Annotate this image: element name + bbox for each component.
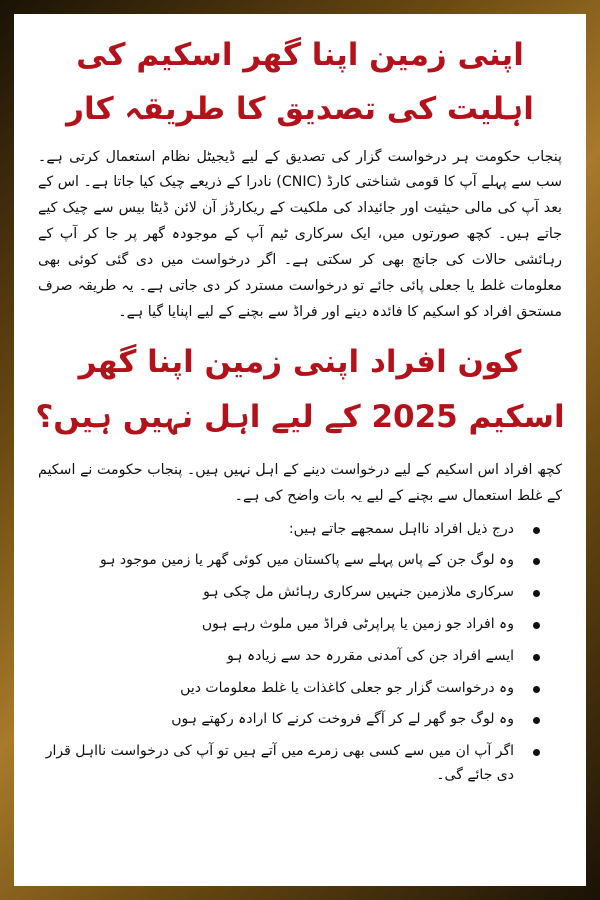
list-item xyxy=(38,708,552,732)
bullet-dot-icon xyxy=(533,654,540,661)
ineligible-list xyxy=(38,518,552,788)
list-item-text: درج ذیل افراد نااہل سمجھے جاتے ہیں: xyxy=(288,520,514,537)
list-item-text: وہ درخواست گزار جو جعلی کاغذات یا غلط معلومات دیں xyxy=(180,679,514,696)
eligibility-paragraph: کچھ افراد اس اسکیم کے لیے درخواست دینے کے اہل نہیں ہیں۔ پنجاب حکومت نے اسکیم کے غلط استعمال سے بچنے کے لیے یہ بات واضح کی ہے۔ xyxy=(38,461,562,504)
intro-paragraph: پنجاب حکومت ہر درخواست گزار کی تصدیق کے لیے ڈیجیٹل نظام استعمال کرتی ہے۔ سب سے پہلے آپ کا قومی شناختی کارڈ (CNIC) نادرا کے ذریعے چیک کیا جاتا ہے۔ اس کے بعد آپ کی مالی حیثیت اور جائیداد کی ملکیت کے ریکارڈز آن لائن ڈیٹا بیس سے چیک کیے جاتے ہیں۔ کچھ صورتوں میں، ایک سرکاری ٹیم آپ کے موجودہ گھر پر جا کر آپ کے رہائشی حالات کی جانچ بھی کر سکتی ہے۔ اگر درخواست میں دی گئی کوئی بھی معلومات غلط یا جعلی پائی جائے تو درخواست مسترد کر دی جاتی ہے۔ یہ طریقہ صرف مستحق افراد کو اسکیم کا فائدہ دینے اور فراڈ سے بچنے کے لیے اپنایا گیا ہے۔ xyxy=(38,148,562,320)
bullet-dot-icon xyxy=(533,622,540,629)
bullet-dot-icon xyxy=(533,686,540,693)
list-item xyxy=(38,677,552,701)
list-item xyxy=(38,549,552,573)
list-item xyxy=(38,613,552,637)
list-item-text: ایسے افراد جن کی آمدنی مقررہ حد سے زیادہ ہو xyxy=(227,647,514,664)
list-item xyxy=(38,645,552,669)
list-item xyxy=(38,740,552,788)
section-heading: کون افراد اپنی زمین اپنا گھر اسکیم 2025 کے لیے اہل نہیں ہیں؟ xyxy=(35,344,565,435)
bullet-dot-icon xyxy=(533,717,540,724)
list-item-text: اگر آپ ان میں سے کسی بھی زمرے میں آتے ہیں تو آپ کی درخواست نااہل قرار دی جائے گی۔ xyxy=(45,743,514,783)
list-item-text: وہ افراد جو زمین یا پراپرٹی فراڈ میں ملوث رہے ہوں xyxy=(201,615,514,632)
bullet-dot-icon xyxy=(533,590,540,597)
bullet-dot-icon xyxy=(533,558,540,565)
list-item-text: سرکاری ملازمین جنہیں سرکاری رہائش مل چکی ہو xyxy=(203,584,514,601)
bullet-dot-icon xyxy=(533,527,540,534)
bullet-dot-icon xyxy=(533,749,540,756)
list-item-text: وہ لوگ جن کے پاس پہلے سے پاکستان میں کوئی گھر یا زمین موجود ہو xyxy=(100,552,514,569)
list-item-text: وہ لوگ جو گھر لے کر آگے فروخت کرنے کا ارادہ رکھتے ہوں xyxy=(171,711,514,728)
list-item xyxy=(38,518,552,542)
article-card xyxy=(14,14,586,886)
article-title: اپنی زمین اپنا گھر اسکیم کی اہلیت کی تصدیق کا طریقہ کار xyxy=(66,37,534,128)
list-item xyxy=(38,581,552,605)
